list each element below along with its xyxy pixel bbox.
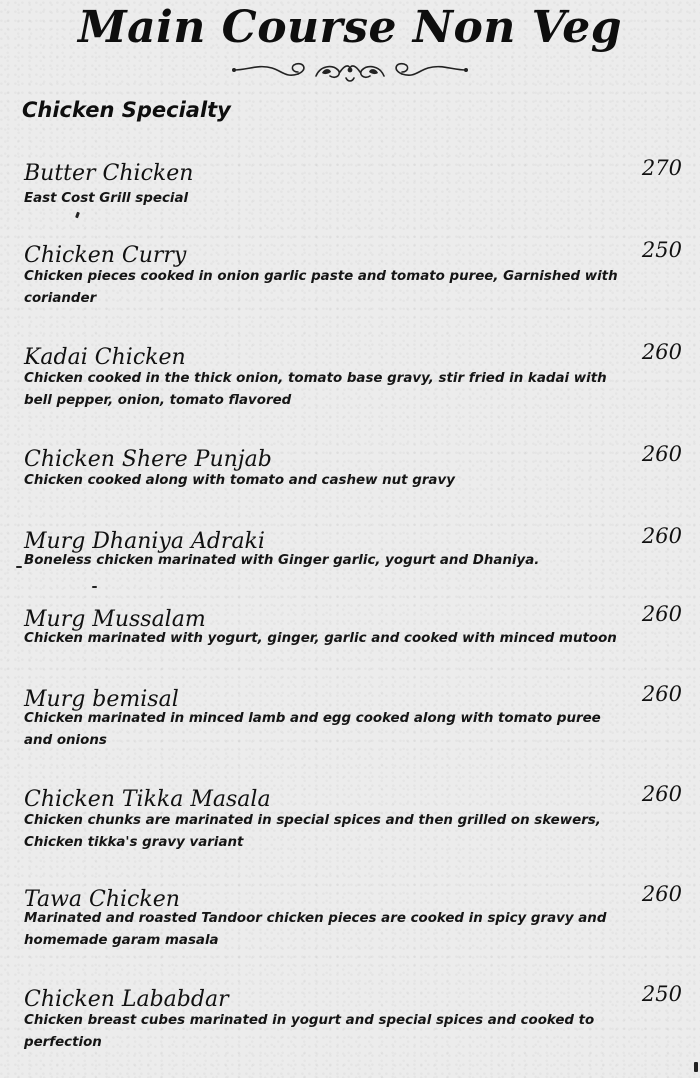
item-name: Murg bemisal [24,687,179,712]
print-speck [694,1062,698,1072]
item-description: East Cost Grill special [24,191,189,206]
item-description: Chicken cooked along with tomato and cashew nut gravy [24,473,455,488]
item-price: 270 [641,156,682,180]
item-description: Chicken pieces cooked in onion garlic paste and tomato puree, Garnished with coriander [24,269,618,306]
item-description: Chicken cooked in the thick onion, tomato base gravy, stir fried in kadai with bell pepper, onion, tomato flavored [24,371,607,408]
item-price: 260 [641,882,682,906]
item-price: 260 [641,524,682,548]
item-name: Butter Chicken [24,161,194,186]
item-description: Chicken marinated with yogurt, ginger, garlic and cooked with minced mutoon [24,631,617,646]
item-name: Chicken Curry [24,243,187,268]
item-price: 260 [641,602,682,626]
item-description: Marinated and roasted Tandoor chicken pieces are cooked in spicy gravy and homemade garam masala [24,911,607,948]
item-name: Murg Dhaniya Adraki [24,529,265,554]
item-name: Kadai Chicken [24,345,186,370]
item-description: Chicken marinated in minced lamb and egg cooked along with tomato puree and onions [24,711,601,748]
print-speck [75,212,80,219]
item-name: Chicken Lababdar [24,987,229,1012]
item-description: Chicken chunks are marinated in special spices and then grilled on skewers, Chicken tikka's gravy variant [24,813,601,850]
item-price: 250 [641,238,682,262]
item-price: 260 [641,782,682,806]
item-name: Chicken Shere Punjab [24,447,272,472]
item-price: 260 [641,340,682,364]
item-name: Tawa Chicken [24,887,180,912]
item-name: Chicken Tikka Masala [24,787,271,812]
item-description: Chicken breast cubes marinated in yogurt and special spices and cooked to perfection [24,1013,595,1050]
item-price: 260 [641,682,682,706]
print-speck [16,566,22,568]
page-title: Main Course Non Veg [77,2,623,53]
item-description: Boneless chicken marinated with Ginger garlic, yogurt and Dhaniya. [24,553,540,568]
item-name: Murg Mussalam [24,607,206,632]
item-price: 250 [641,982,682,1006]
print-speck [92,586,97,588]
section-heading: Chicken Specialty [22,98,231,122]
item-price: 260 [641,442,682,466]
flourish-ornament-icon [228,56,472,86]
